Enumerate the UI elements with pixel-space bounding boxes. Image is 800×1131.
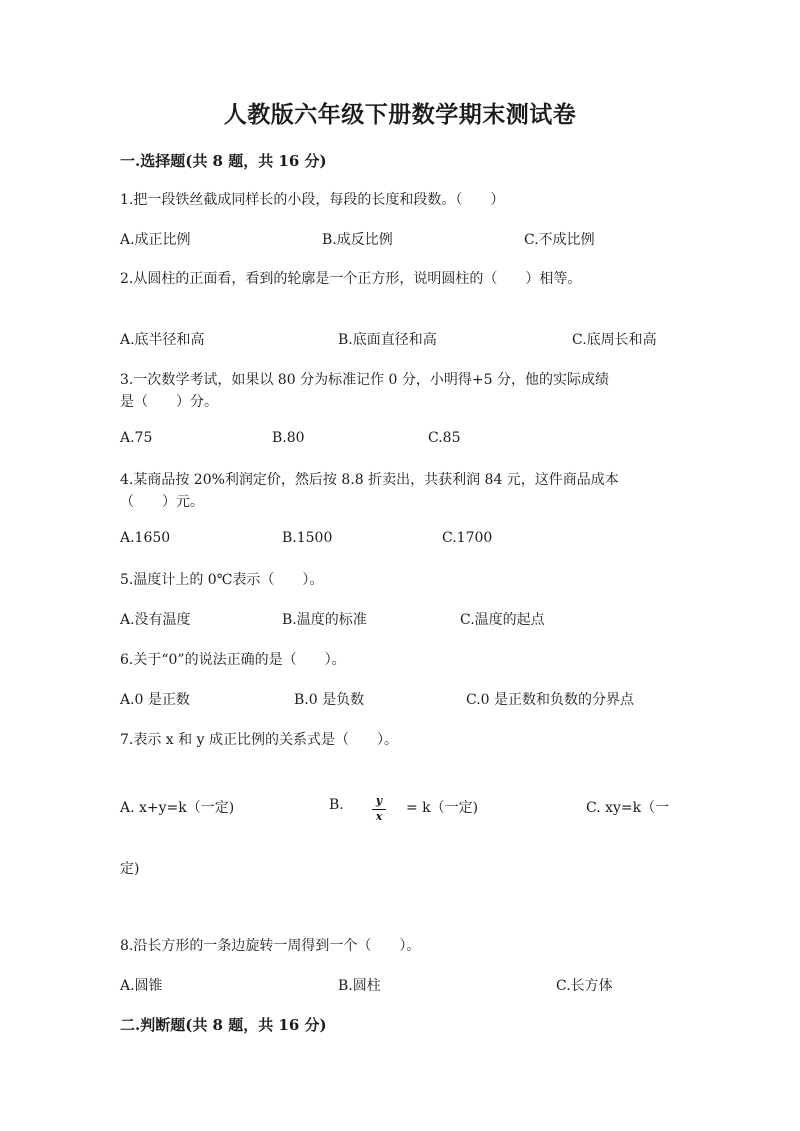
q7-option-a[interactable]: A. x+y=k（一定)	[120, 800, 235, 816]
q3-option-a[interactable]: A.75	[120, 430, 153, 446]
question-2: 2.从圆柱的正面看，看到的轮廓是一个正方形，说明圆柱的（ ）相等。	[120, 271, 582, 287]
q4-option-b[interactable]: B.1500	[282, 530, 333, 546]
q8-option-c[interactable]: C.长方体	[556, 978, 613, 994]
fraction-denominator: x	[375, 810, 383, 823]
question-4-line-2: （ ）元。	[120, 494, 204, 510]
q2-option-a[interactable]: A.底半径和高	[120, 332, 205, 348]
q8-option-b[interactable]: B.圆柱	[338, 978, 381, 994]
q5-option-a[interactable]: A.没有温度	[120, 612, 191, 628]
q1-option-c[interactable]: C.不成比例	[524, 232, 595, 248]
q3-option-c[interactable]: C.85	[428, 430, 461, 446]
page-title: 人教版六年级下册数学期末测试卷	[223, 101, 577, 128]
question-1: 1.把一段铁丝截成同样长的小段，每段的长度和段数。（ ）	[120, 192, 505, 208]
section-heading-true-false: 二.判断题(共 8 题，共 16 分)	[120, 1016, 327, 1034]
q7-option-b-prefix[interactable]: B.	[329, 797, 344, 813]
q2-option-c[interactable]: C.底周长和高	[572, 332, 657, 348]
question-3-line-2: 是（ ）分。	[120, 394, 218, 410]
q6-option-c[interactable]: C.0 是正数和负数的分界点	[466, 692, 635, 708]
question-5: 5.温度计上的 0℃表示（ ）。	[120, 572, 324, 588]
q1-option-a[interactable]: A.成正比例	[120, 232, 191, 248]
q7-option-c-line-1[interactable]: C. xy=k（一	[586, 800, 670, 816]
q4-option-c[interactable]: C.1700	[442, 530, 493, 546]
q2-option-b[interactable]: B.底面直径和高	[338, 332, 437, 348]
q7-option-b-suffix[interactable]: = k（一定)	[406, 800, 479, 816]
question-7: 7.表示 x 和 y 成正比例的关系式是（ ）。	[120, 732, 398, 748]
q6-option-a[interactable]: A.0 是正数	[120, 692, 190, 708]
question-8: 8.沿长方形的一条边旋转一周得到一个（ ）。	[120, 938, 421, 954]
q8-option-a[interactable]: A.圆锥	[120, 978, 163, 994]
question-4-line-1: 4.某商品按 20%利润定价，然后按 8.8 折卖出，共获利润 84 元，这件商品成本	[120, 472, 619, 488]
q7-option-c-line-2[interactable]: 定)	[120, 861, 140, 877]
fraction-numerator: y	[375, 794, 383, 807]
question-3-line-1: 3.一次数学考试，如果以 80 分为标准记作 0 分，小明得+5 分，他的实际成绩	[120, 372, 609, 388]
question-6: 6.关于“0”的说法正确的是（ ）。	[120, 652, 346, 668]
q1-option-b[interactable]: B.成反比例	[322, 232, 393, 248]
section-heading-multiple-choice: 一.选择题(共 8 题，共 16 分)	[120, 152, 327, 170]
q5-option-b[interactable]: B.温度的标准	[282, 612, 367, 628]
q7-option-b-fraction	[368, 792, 390, 828]
q5-option-c[interactable]: C.温度的起点	[460, 612, 545, 628]
q3-option-b[interactable]: B.80	[272, 430, 305, 446]
q4-option-a[interactable]: A.1650	[120, 530, 171, 546]
q6-option-b[interactable]: B.0 是负数	[294, 692, 365, 708]
